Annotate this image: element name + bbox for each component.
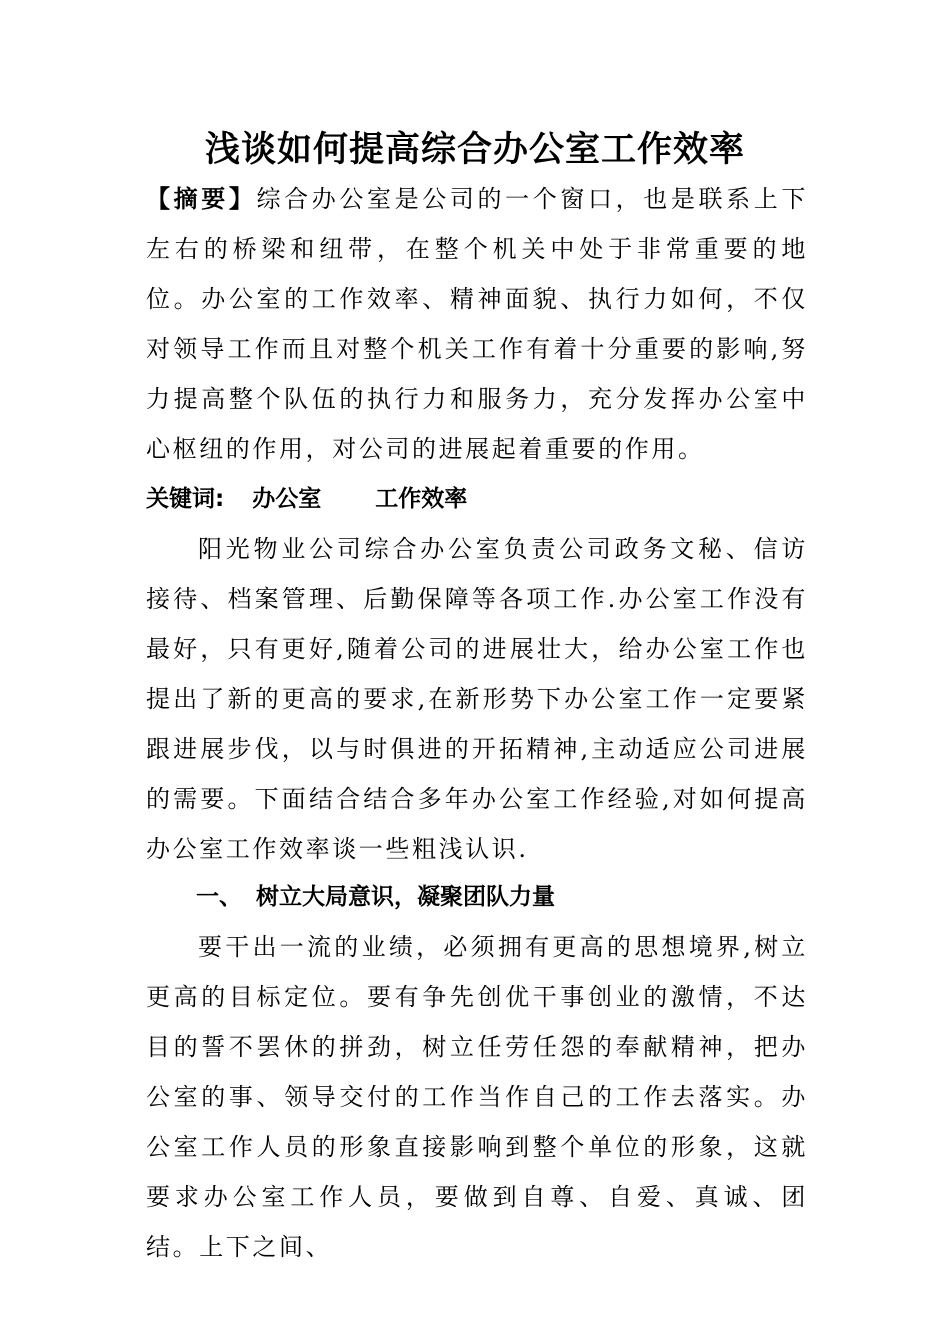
- intro-paragraph: 阳光物业公司综合办公室负责公司政务文秘、信访接待、档案管理、后勤保障等各项工作.办公室工作没有最好，只有更好,随着公司的进展壮大，给办公室工作也提出了新的更高的要求,在新形势下办公室工作一定要紧跟进展步伐，以与时俱进的开拓精神,主动适应公司进展的需要。下面结合结合多年办公室工作经验,对如何提高办公室工作效率谈一些粗浅认识.: [146, 535, 808, 863]
- keyword-item: 工作效率: [375, 486, 468, 512]
- section-number: 一、: [196, 884, 242, 910]
- section-heading: [196, 872, 555, 922]
- abstract-label: 【摘要】: [146, 185, 257, 213]
- keywords-label: 关键词:: [146, 486, 225, 512]
- document-title: 浅谈如何提高综合办公室工作效率: [204, 130, 745, 170]
- section-paragraph: 要干出一流的业绩，必须拥有更高的思想境界,树立更高的目标定位。要有争先创优干事创业的激情，不达目的誓不罢休的拼劲，树立任劳任怨的奉献精神，把办公室的事、领导交付的工作当作自己的工作去落实。办公室工作人员的形象直接影响到整个单位的形象，这就要求办公室工作人员，要做到自尊、自爱、真诚、团结。上下之间、: [146, 933, 808, 1261]
- keyword-item: 办公室: [252, 486, 322, 512]
- section-heading-text: 树立大局意识，凝聚团队力量: [256, 884, 555, 910]
- abstract-text: 综合办公室是公司的一个窗口，也是联系上下左右的桥梁和纽带，在整个机关中处于非常重要的地位。办公室的工作效率、精神面貌、执行力如何，不仅对领导工作而且对整个机关工作有着十分重要的影响,努力提高整个队伍的执行力和服务力，充分发挥办公室中心枢纽的作用，对公司的进展起着重要的作用。: [146, 185, 809, 463]
- keywords-line: [146, 474, 808, 524]
- abstract-paragraph: [146, 174, 808, 474]
